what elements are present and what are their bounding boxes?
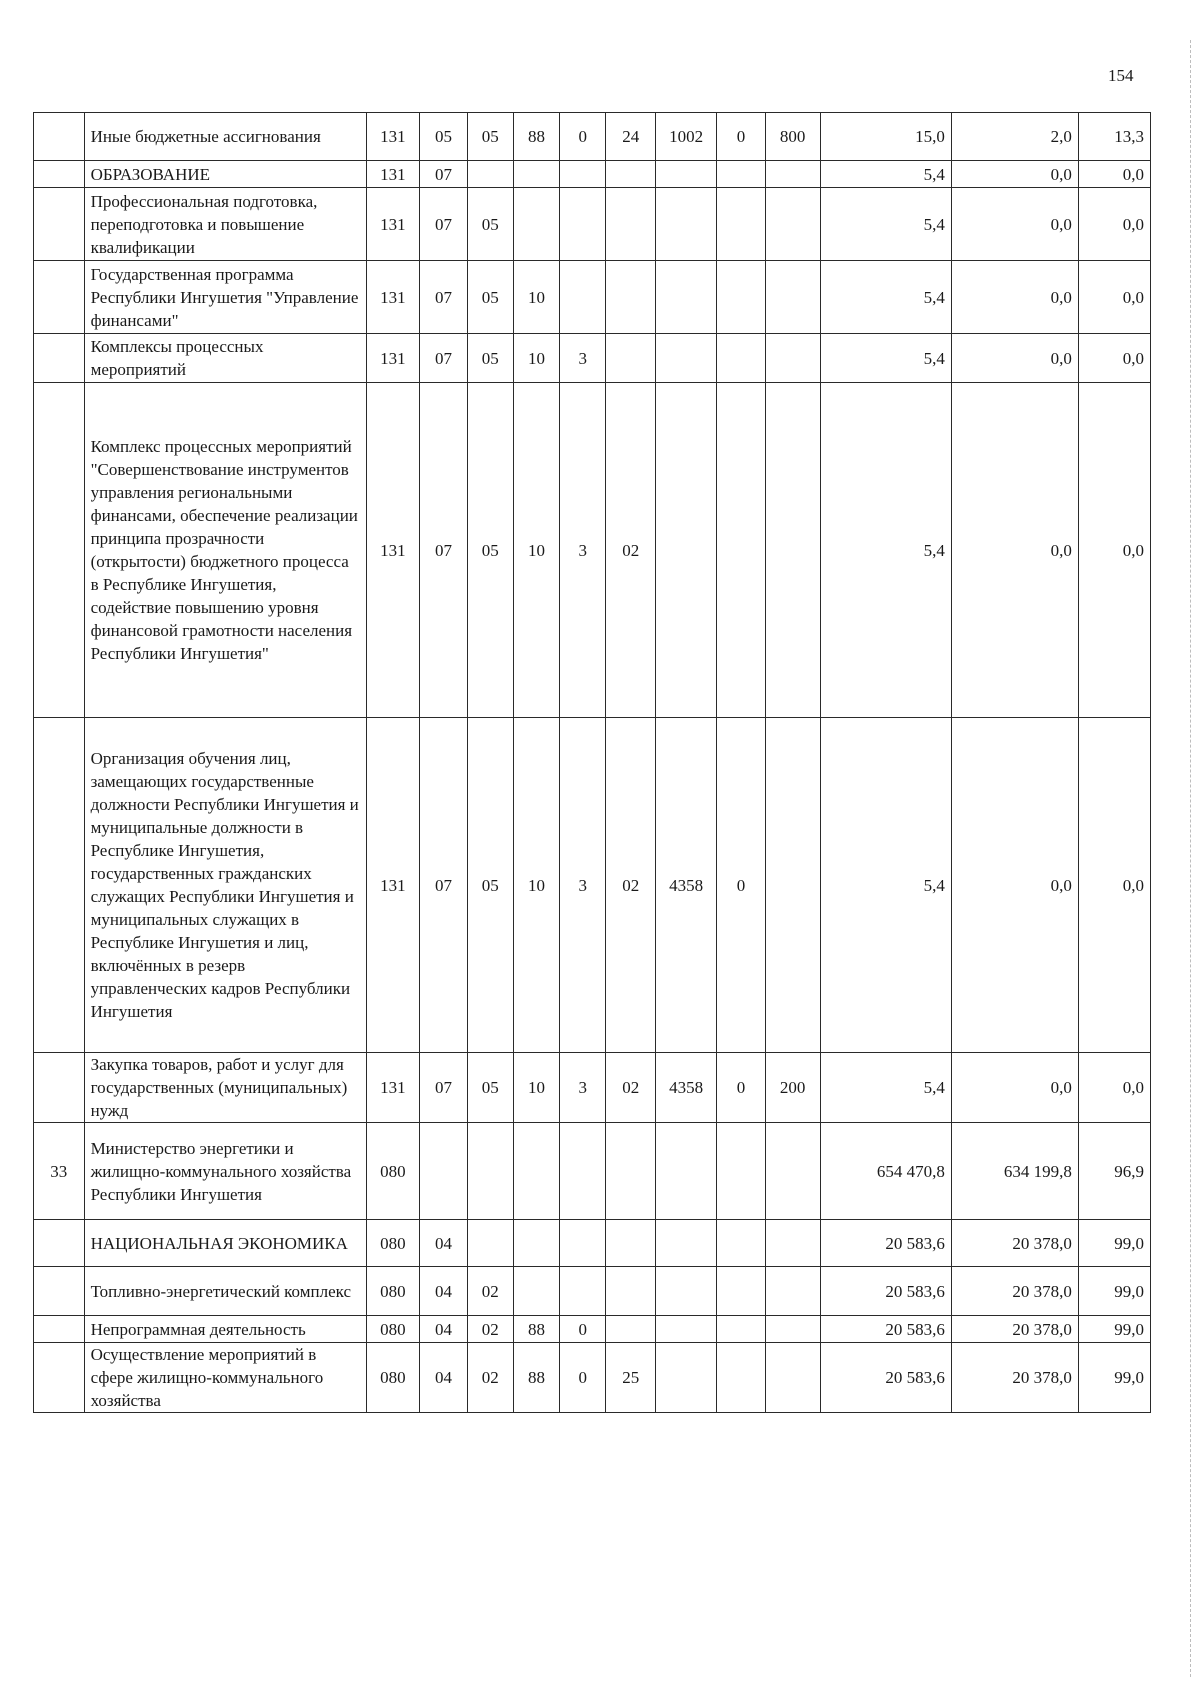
code-expense-type: [765, 188, 820, 261]
amount-planned: 5,4: [820, 188, 951, 261]
amount-executed: 0,0: [951, 161, 1078, 188]
code-program: 88: [513, 1316, 559, 1343]
code-subsection: 05: [467, 261, 513, 334]
code-activity: [606, 1316, 656, 1343]
code-subprogram: 0: [560, 1343, 606, 1413]
row-name: Топливно-энергетический комплекс: [84, 1267, 366, 1316]
percent-executed: 99,0: [1078, 1267, 1150, 1316]
code-subsection: 05: [467, 1053, 513, 1123]
percent-executed: 13,3: [1078, 113, 1150, 161]
code-program: 10: [513, 261, 559, 334]
code-subsection: [467, 1123, 513, 1220]
table-row: [34, 188, 1151, 261]
table-row: [34, 1053, 1151, 1123]
code-ministry: 131: [366, 113, 420, 161]
code-subsection: 05: [467, 718, 513, 1053]
row-number: [34, 261, 85, 334]
row-name: Государственная программа Республики Ингушетия "Управление финансами": [84, 261, 366, 334]
code-subprogram: 0: [560, 1316, 606, 1343]
code-program: [513, 188, 559, 261]
code-subdirection: [717, 1267, 765, 1316]
code-subsection: 05: [467, 113, 513, 161]
code-activity: [606, 261, 656, 334]
row-number: [34, 161, 85, 188]
percent-executed: 96,9: [1078, 1123, 1150, 1220]
percent-executed: 99,0: [1078, 1316, 1150, 1343]
code-direction: 4358: [655, 718, 716, 1053]
table-row: [34, 1220, 1151, 1267]
row-number: [34, 718, 85, 1053]
code-expense-type: 200: [765, 1053, 820, 1123]
code-expense-type: [765, 261, 820, 334]
table-row: [34, 1123, 1151, 1220]
percent-executed: 0,0: [1078, 718, 1150, 1053]
code-section: 04: [420, 1267, 467, 1316]
code-subprogram: [560, 188, 606, 261]
code-section: 07: [420, 383, 467, 718]
row-number: [34, 113, 85, 161]
percent-executed: 0,0: [1078, 383, 1150, 718]
row-number: 33: [34, 1123, 85, 1220]
code-section: 04: [420, 1316, 467, 1343]
row-number: [34, 334, 85, 383]
code-ministry: 131: [366, 261, 420, 334]
code-ministry: 131: [366, 334, 420, 383]
code-ministry: 131: [366, 188, 420, 261]
row-number: [34, 188, 85, 261]
code-activity: 02: [606, 383, 656, 718]
table-row: [34, 161, 1151, 188]
table-row: [34, 261, 1151, 334]
code-section: 07: [420, 1053, 467, 1123]
amount-executed: 0,0: [951, 188, 1078, 261]
code-program: 88: [513, 113, 559, 161]
code-subdirection: 0: [717, 113, 765, 161]
code-section: 07: [420, 334, 467, 383]
code-subsection: 02: [467, 1343, 513, 1413]
code-program: 10: [513, 1053, 559, 1123]
table-row: [34, 718, 1151, 1053]
code-direction: [655, 1267, 716, 1316]
code-activity: 02: [606, 718, 656, 1053]
code-direction: [655, 261, 716, 334]
code-direction: [655, 383, 716, 718]
row-number: [34, 1267, 85, 1316]
code-expense-type: [765, 334, 820, 383]
code-ministry: 080: [366, 1267, 420, 1316]
amount-planned: 15,0: [820, 113, 951, 161]
code-subprogram: 3: [560, 334, 606, 383]
amount-executed: 634 199,8: [951, 1123, 1078, 1220]
code-subsection: [467, 1220, 513, 1267]
code-program: 88: [513, 1343, 559, 1413]
row-name: Непрограммная деятельность: [84, 1316, 366, 1343]
amount-planned: 5,4: [820, 1053, 951, 1123]
code-section: 04: [420, 1343, 467, 1413]
scan-edge-line: [1190, 40, 1191, 1677]
code-ministry: 080: [366, 1123, 420, 1220]
code-activity: 25: [606, 1343, 656, 1413]
code-subdirection: [717, 1123, 765, 1220]
row-number: [34, 1053, 85, 1123]
code-expense-type: [765, 718, 820, 1053]
row-number: [34, 1316, 85, 1343]
code-activity: [606, 334, 656, 383]
code-ministry: 131: [366, 161, 420, 188]
code-section: 07: [420, 261, 467, 334]
percent-executed: 0,0: [1078, 161, 1150, 188]
code-activity: 24: [606, 113, 656, 161]
code-subprogram: [560, 1220, 606, 1267]
code-subdirection: [717, 1316, 765, 1343]
code-section: 07: [420, 718, 467, 1053]
row-name: Осуществление мероприятий в сфере жилищно-коммунального хозяйства: [84, 1343, 366, 1413]
row-number: [34, 1343, 85, 1413]
code-activity: [606, 1267, 656, 1316]
row-number: [34, 1220, 85, 1267]
amount-executed: 20 378,0: [951, 1267, 1078, 1316]
code-direction: [655, 1123, 716, 1220]
code-subprogram: [560, 261, 606, 334]
amount-planned: 5,4: [820, 718, 951, 1053]
code-direction: [655, 1316, 716, 1343]
amount-executed: 0,0: [951, 1053, 1078, 1123]
amount-planned: 654 470,8: [820, 1123, 951, 1220]
code-subsection: [467, 161, 513, 188]
amount-planned: 5,4: [820, 161, 951, 188]
code-expense-type: 800: [765, 113, 820, 161]
code-program: [513, 1267, 559, 1316]
code-subprogram: 0: [560, 113, 606, 161]
row-name: НАЦИОНАЛЬНАЯ ЭКОНОМИКА: [84, 1220, 366, 1267]
code-subsection: 02: [467, 1267, 513, 1316]
code-subsection: 05: [467, 383, 513, 718]
code-ministry: 080: [366, 1220, 420, 1267]
code-subprogram: 3: [560, 1053, 606, 1123]
code-program: 10: [513, 334, 559, 383]
code-expense-type: [765, 1123, 820, 1220]
percent-executed: 0,0: [1078, 188, 1150, 261]
code-expense-type: [765, 161, 820, 188]
percent-executed: 0,0: [1078, 334, 1150, 383]
code-expense-type: [765, 1316, 820, 1343]
code-expense-type: [765, 1220, 820, 1267]
code-subprogram: [560, 1267, 606, 1316]
row-name: ОБРАЗОВАНИЕ: [84, 161, 366, 188]
code-activity: [606, 1220, 656, 1267]
code-direction: [655, 1220, 716, 1267]
code-subdirection: 0: [717, 1053, 765, 1123]
row-name: Комплексы процессных мероприятий: [84, 334, 366, 383]
amount-planned: 5,4: [820, 261, 951, 334]
amount-planned: 20 583,6: [820, 1343, 951, 1413]
code-ministry: 080: [366, 1316, 420, 1343]
code-direction: [655, 188, 716, 261]
table-row: [34, 1316, 1151, 1343]
code-program: [513, 1123, 559, 1220]
row-name: Организация обучения лиц, замещающих государственные должности Республики Ингушетия и муниципальные должности в Республике Ингушетия, государственных гражданских служащих Республики Ингушетия и муниципальных служащих в Республике Ингушетия и лиц, включённых в резерв управленческих кадров Республики Ингушетия: [84, 718, 366, 1053]
page-number: 154: [1108, 66, 1134, 85]
row-name: Иные бюджетные ассигнования: [84, 113, 366, 161]
row-name: Комплекс процессных мероприятий "Совершенствование инструментов управления региональными финансами, обеспечение реализации принципа прозрачности (открытости) бюджетного процесса в Республике Ингушетия, содействие повышению уровня финансовой грамотности населения Республики Ингушетия": [84, 383, 366, 718]
code-expense-type: [765, 383, 820, 718]
code-activity: [606, 161, 656, 188]
amount-planned: 20 583,6: [820, 1220, 951, 1267]
code-ministry: 131: [366, 718, 420, 1053]
code-subdirection: [717, 334, 765, 383]
percent-executed: 0,0: [1078, 261, 1150, 334]
table-row: [34, 1267, 1151, 1316]
percent-executed: 99,0: [1078, 1343, 1150, 1413]
code-program: 10: [513, 383, 559, 718]
budget-table: [33, 112, 1151, 1413]
code-subdirection: [717, 1220, 765, 1267]
row-name: Профессиональная подготовка, переподготовка и повышение квалификации: [84, 188, 366, 261]
code-subsection: 02: [467, 1316, 513, 1343]
table-row: [34, 383, 1151, 718]
code-section: 05: [420, 113, 467, 161]
code-section: [420, 1123, 467, 1220]
code-expense-type: [765, 1267, 820, 1316]
amount-planned: 5,4: [820, 334, 951, 383]
amount-executed: 0,0: [951, 261, 1078, 334]
row-number: [34, 383, 85, 718]
code-subprogram: 3: [560, 383, 606, 718]
row-name: Министерство энергетики и жилищно-коммунального хозяйства Республики Ингушетия: [84, 1123, 366, 1220]
code-subdirection: [717, 188, 765, 261]
code-program: [513, 1220, 559, 1267]
percent-executed: 0,0: [1078, 1053, 1150, 1123]
code-section: 07: [420, 188, 467, 261]
code-subdirection: 0: [717, 718, 765, 1053]
amount-executed: 2,0: [951, 113, 1078, 161]
code-subprogram: 3: [560, 718, 606, 1053]
code-direction: [655, 161, 716, 188]
table-row: [34, 334, 1151, 383]
code-subdirection: [717, 1343, 765, 1413]
code-subdirection: [717, 383, 765, 718]
amount-planned: 5,4: [820, 383, 951, 718]
amount-executed: 20 378,0: [951, 1220, 1078, 1267]
code-activity: [606, 1123, 656, 1220]
code-program: 10: [513, 718, 559, 1053]
table-row: [34, 113, 1151, 161]
amount-executed: 0,0: [951, 334, 1078, 383]
code-direction: 1002: [655, 113, 716, 161]
code-subprogram: [560, 1123, 606, 1220]
amount-executed: 0,0: [951, 718, 1078, 1053]
percent-executed: 99,0: [1078, 1220, 1150, 1267]
code-subsection: 05: [467, 188, 513, 261]
amount-executed: 20 378,0: [951, 1343, 1078, 1413]
code-subsection: 05: [467, 334, 513, 383]
code-ministry: 080: [366, 1343, 420, 1413]
code-subdirection: [717, 161, 765, 188]
code-section: 04: [420, 1220, 467, 1267]
code-direction: 4358: [655, 1053, 716, 1123]
code-ministry: 131: [366, 1053, 420, 1123]
code-subprogram: [560, 161, 606, 188]
code-ministry: 131: [366, 383, 420, 718]
amount-planned: 20 583,6: [820, 1316, 951, 1343]
code-activity: 02: [606, 1053, 656, 1123]
code-section: 07: [420, 161, 467, 188]
table-row: [34, 1343, 1151, 1413]
code-direction: [655, 1343, 716, 1413]
code-expense-type: [765, 1343, 820, 1413]
code-subdirection: [717, 261, 765, 334]
amount-executed: 0,0: [951, 383, 1078, 718]
code-program: [513, 161, 559, 188]
code-activity: [606, 188, 656, 261]
amount-executed: 20 378,0: [951, 1316, 1078, 1343]
row-name: Закупка товаров, работ и услуг для государственных (муниципальных) нужд: [84, 1053, 366, 1123]
code-direction: [655, 334, 716, 383]
amount-planned: 20 583,6: [820, 1267, 951, 1316]
